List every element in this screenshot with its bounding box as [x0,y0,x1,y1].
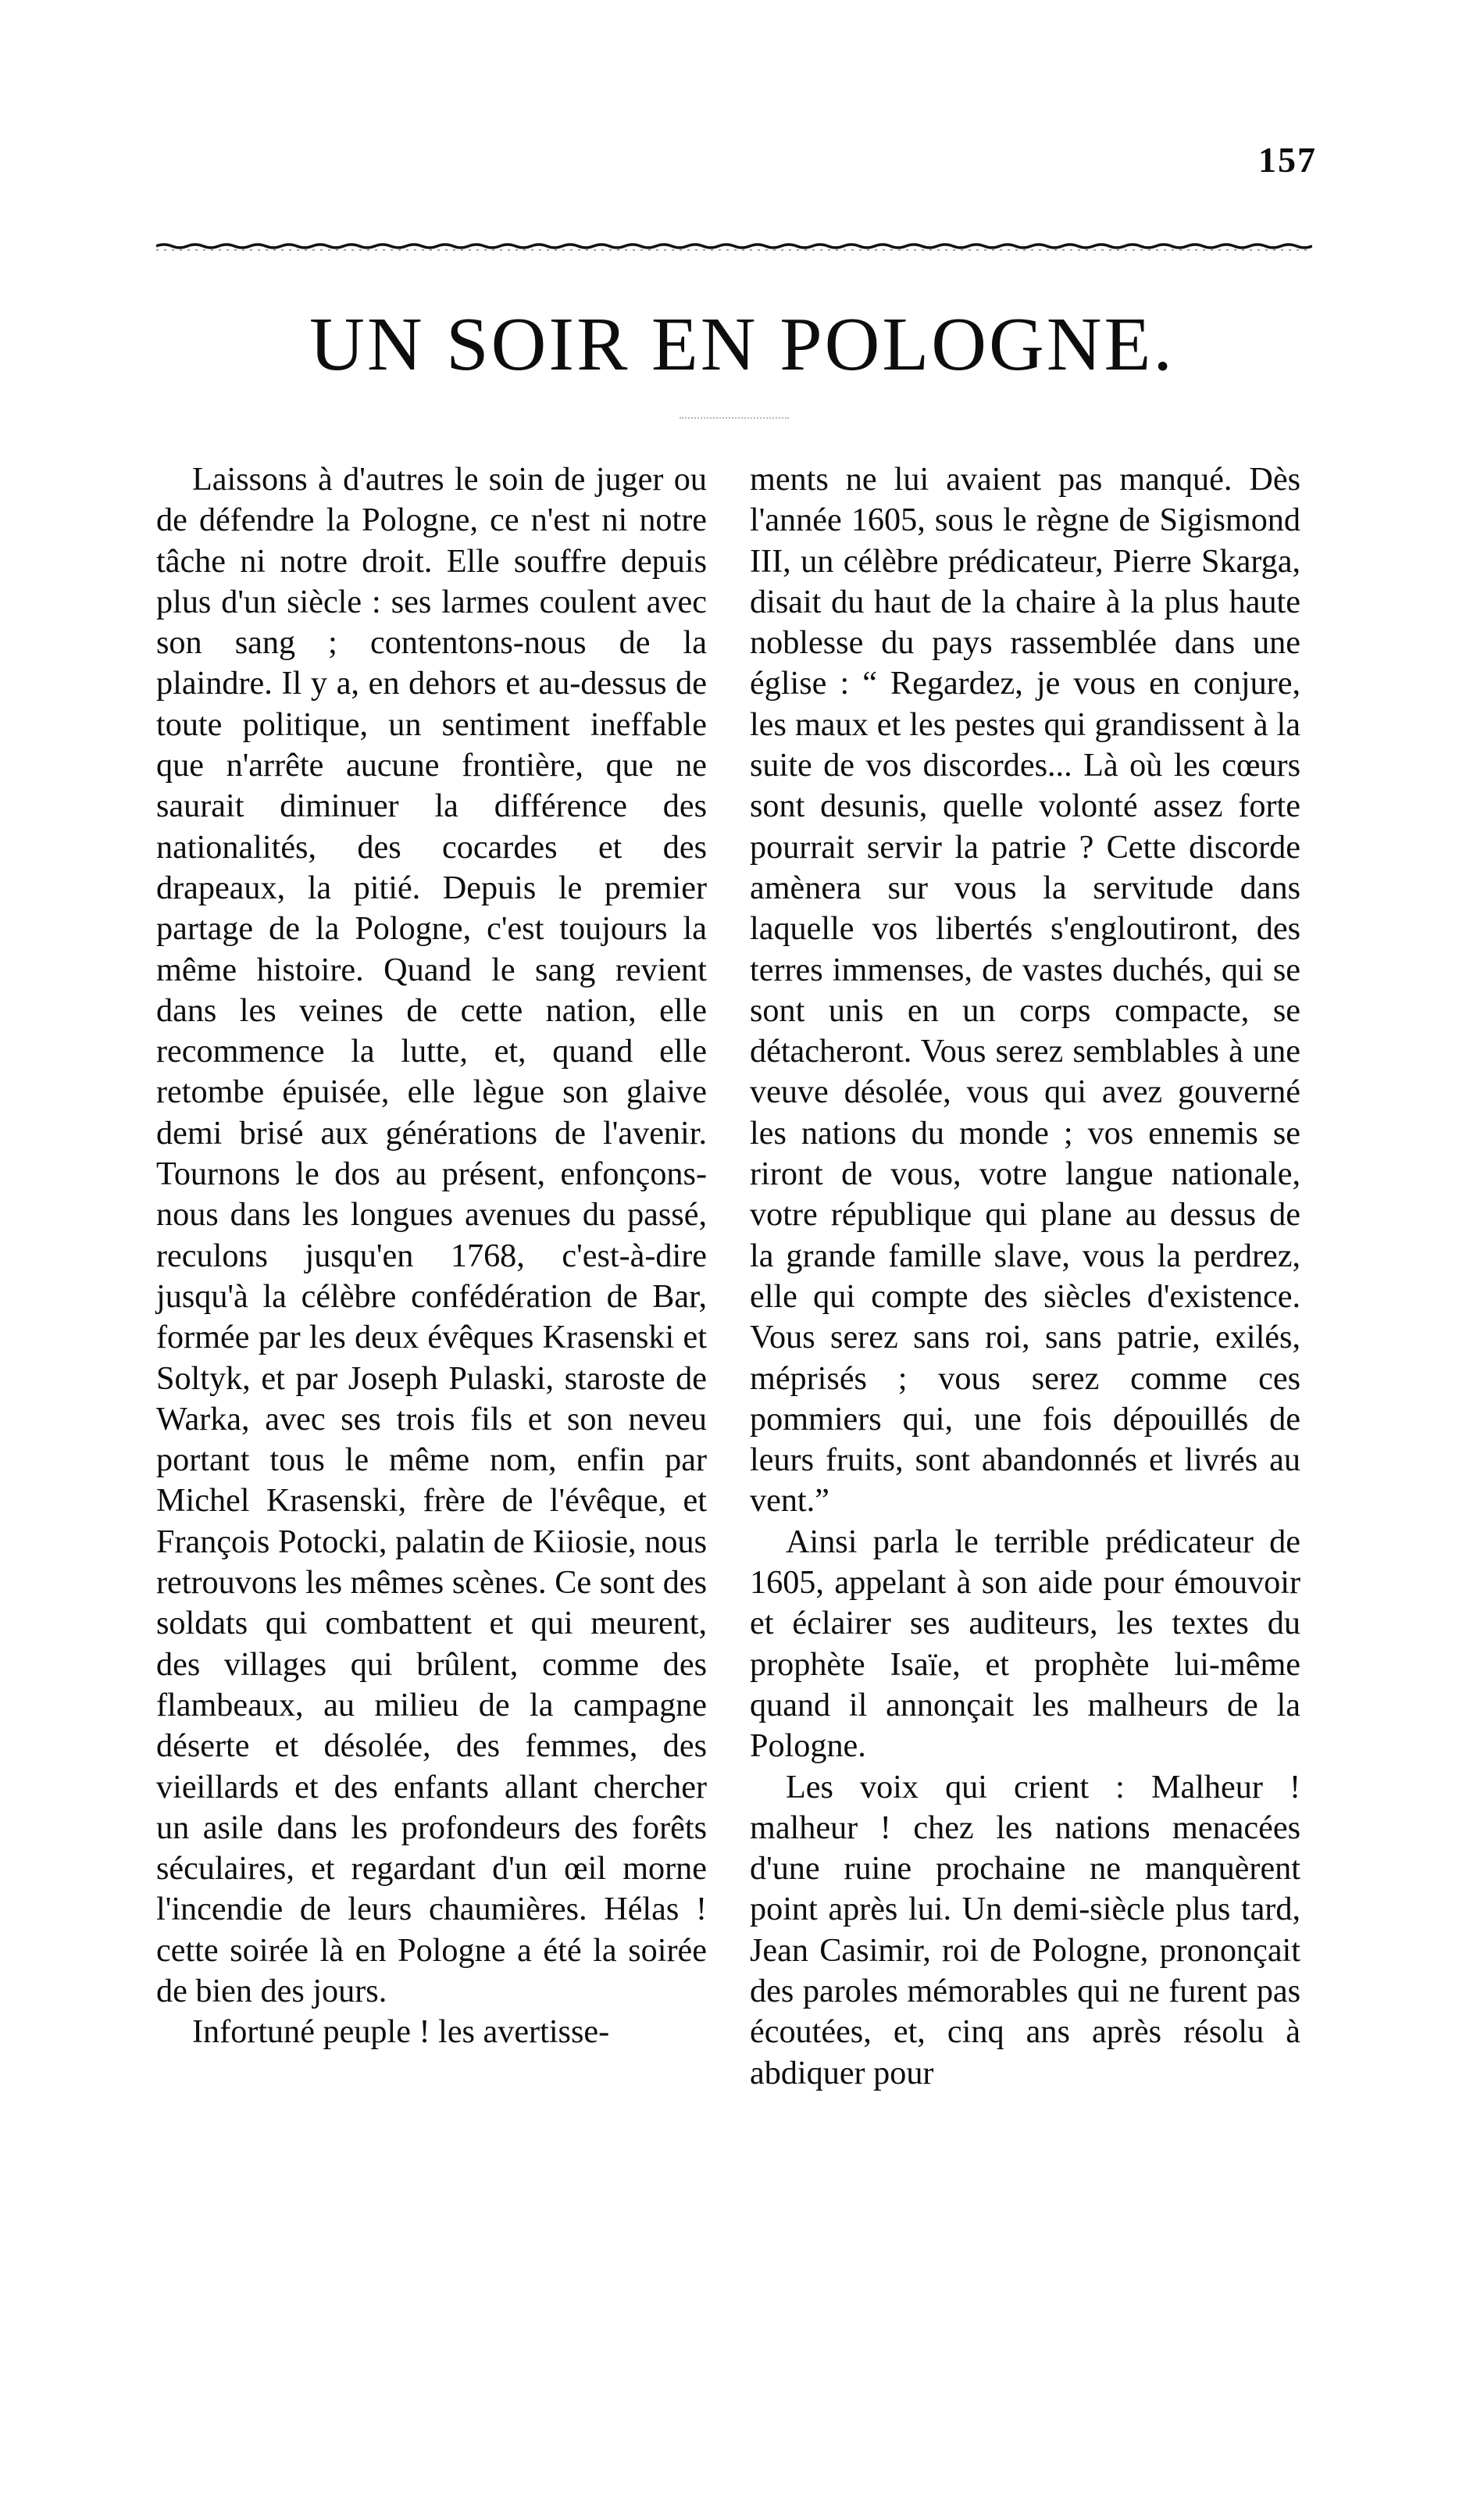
paragraph: Infortuné peuple ! les avertisse- [192,2013,610,2051]
paragraph: ments ne lui avaient pas manqué. Dès l'année 1605, sous le règne de Sigismond III, un célèbre prédicateur, Pierre Skarga, disait du haut de la chaire à la plus haute noblesse du pays rassemblée dans une église : “ Regardez, je vous en conjure, les maux et les pestes qui grandissent à la suite de vos discordes... Là où les cœurs sont desunis, quelle volonté assez forte pourrait servir la patrie ? Cette discorde amènera sur vous la servitude dans laquelle vos libertés s'engloutiront, des terres immenses, de vastes duchés, qui se sont unis en un corps compacte, se détacheront. Vous serez semblables à une veuve désolée, vous qui avez gouverné les nations du monde ; vos ennemis se riront de vous, votre langue nationale, votre république qui plane au dessus de la grande famille slave, vous la perdrez, elle qui compte des siècles d'existence. Vous serez sans roi, sans patrie, exilés, méprisés ; vous serez comme ces pommiers qui, une fois dépouillés de leurs fruits, sont abandonnés et livrés au vent.” [750,461,1300,1520]
page-number: 157 [1258,140,1317,180]
article-title: UN SOIR EN POLOGNE. [309,302,1175,387]
left-column [156,459,707,2053]
header-rule [156,242,1312,253]
paragraph: Ainsi parla le terrible prédicateur de 1605, appelant à son aide pour émouvoir et éclairer ses auditeurs, les textes du prophète Isaïe, et prophète lui-même quand il annonçait les malheurs de la Pologne. [750,1523,1300,1765]
paragraph: Laissons à d'autres le soin de juger ou de défendre la Pologne, ce n'est ni notre tâche ni notre droit. Elle souffre depuis plus d'un siècle : ses larmes coulent avec son sang ; contentons-nous de la plaindre. Il y a, en dehors et au-dessus de toute politique, un sentiment ineffable que n'arrête aucune frontière, que ne saurait diminuer la différence des nationalités, des cocardes et des drapeaux, la pitié. Depuis le premier partage de la Pologne, c'est toujours la même histoire. Quand le sang revient dans les veines de cette nation, elle recommence la lutte, et, quand elle retombe épuisée, elle lègue son glaive demi brisé aux générations de l'avenir. Tournons le dos au présent, enfonçons-nous dans les longues avenues du passé, reculons jusqu'en 1768, c'est-à-dire jusqu'à la célèbre confédération de Bar, formée par les deux évêques Krasenski et Soltyk, et par Joseph Pulaski, staroste de Warka, avec ses trois fils et son neveu portant tous le même nom, enfin par Michel Krasenski, frère de l'évêque, et François Potocki, palatin de Kiiosie, nous retrouvons les mêmes scènes. Ce sont des soldats qui combattent et qui meurent, des villages qui brûlent, comme des flambeaux, au milieu de la campagne déserte et désolée, des femmes, des vieillards et des enfants allant chercher un asile dans les profondeurs des forêts séculaires, et regardant d'un œil morne l'incendie de leurs chaumières. Hélas ! cette soirée là en Pologne a été la soirée de bien des jours. [156,461,707,2009]
right-column [750,459,1300,2094]
title-ornament [680,417,789,422]
paragraph: Les voix qui crient : Malheur ! malheur ! chez les nations menacées d'une ruine prochaine ne manquèrent point après lui. Un demi-siècle plus tard, Jean Casimir, roi de Pologne, prononçait des paroles mémorables qui ne furent pas écoutées, et, cinq ans après résolu à abdiquer pour [750,1768,1300,2091]
